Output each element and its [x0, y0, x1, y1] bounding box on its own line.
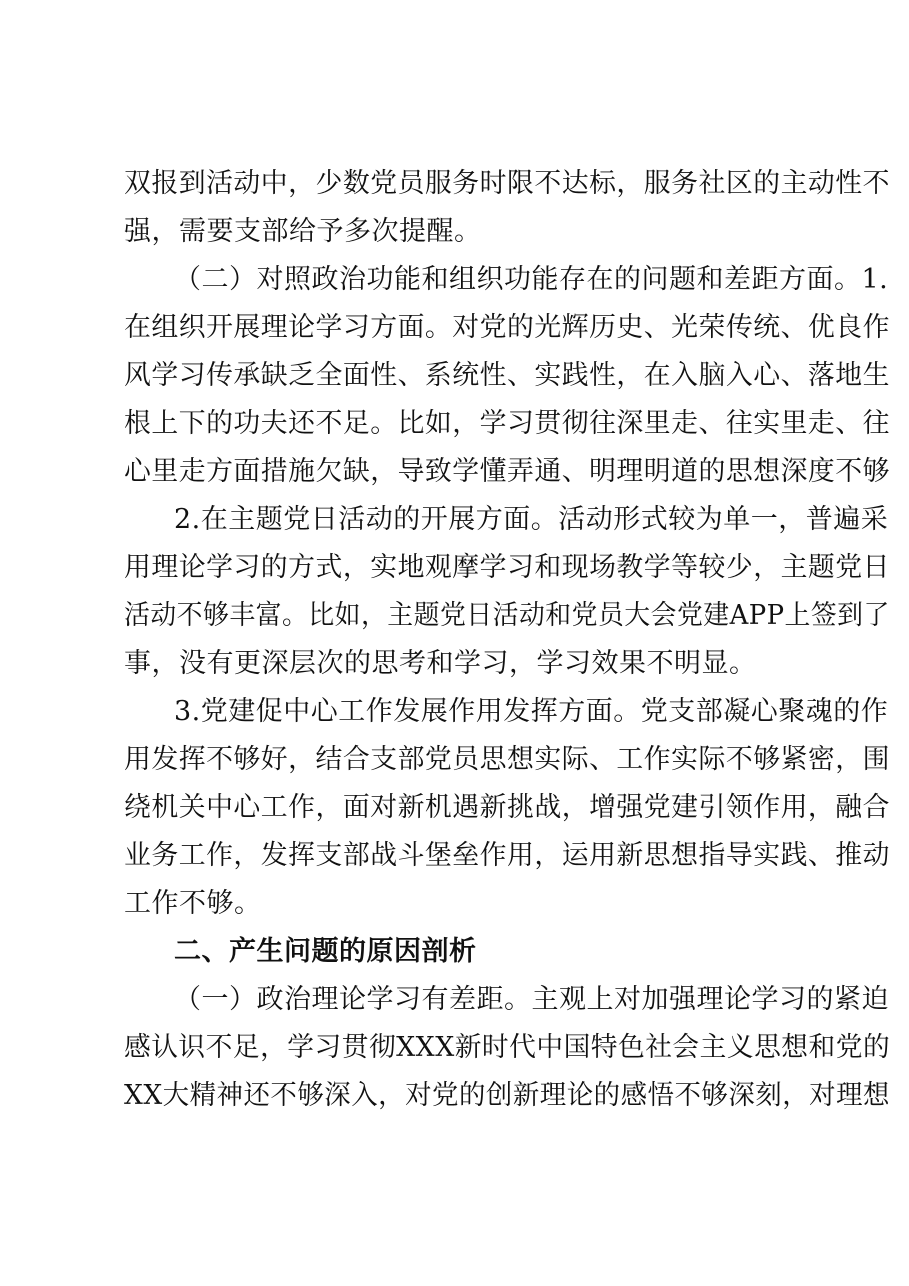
text-line: 用发挥不够好，结合支部党员思想实际、工作实际不够紧密，围 [124, 744, 890, 775]
section-heading: 二、产生问题的原因剖析 [174, 936, 477, 967]
text-line: 双报到活动中，少数党员服务时限不达标，服务社区的主动性不 [124, 168, 890, 199]
text-line: 感认识不足，学习贯彻XXX新时代中国特色社会主义思想和党的 [124, 1032, 891, 1063]
text-line: 业务工作，发挥支部战斗堡垒作用，运用新思想指导实践、推动 [124, 840, 890, 871]
text-line: 3.党建促中心工作发展作用发挥方面。党支部凝心聚魂的作 [174, 696, 889, 727]
text-line: （一）政治理论学习有差距。主观上对加强理论学习的紧迫 [174, 984, 889, 1015]
text-line: 2.在主题党日活动的开展方面。活动形式较为单一，普遍采 [174, 504, 889, 535]
text-line: 根上下的功夫还不足。比如，学习贯彻往深里走、往实里走、往 [124, 408, 890, 439]
text-line: 在组织开展理论学习方面。对党的光辉历史、光荣传统、优良作 [124, 312, 890, 343]
text-line: 心里走方面措施欠缺，导致学懂弄通、明理明道的思想深度不够 [124, 456, 890, 487]
text-line: 绕机关中心工作，面对新机遇新挑战，增强党建引领作用，融合 [124, 792, 890, 823]
text-line: 工作不够。 [124, 888, 262, 919]
text-line: （二）对照政治功能和组织功能存在的问题和差距方面。1. [174, 264, 889, 295]
text-line: 活动不够丰富。比如，主题党日活动和党员大会党建APP上签到了 [124, 600, 890, 631]
text-line: 强，需要支部给予多次提醒。 [124, 216, 482, 247]
text-line: XX大精神还不够深入，对党的创新理论的感悟不够深刻，对理想 [124, 1080, 890, 1111]
text-line: 风学习传承缺乏全面性、系统性、实践性，在入脑入心、落地生 [124, 360, 890, 391]
text-line: 事，没有更深层次的思考和学习，学习效果不明显。 [124, 648, 757, 679]
text-line: 用理论学习的方式，实地观摩学习和现场教学等较少，主题党日 [124, 552, 890, 583]
